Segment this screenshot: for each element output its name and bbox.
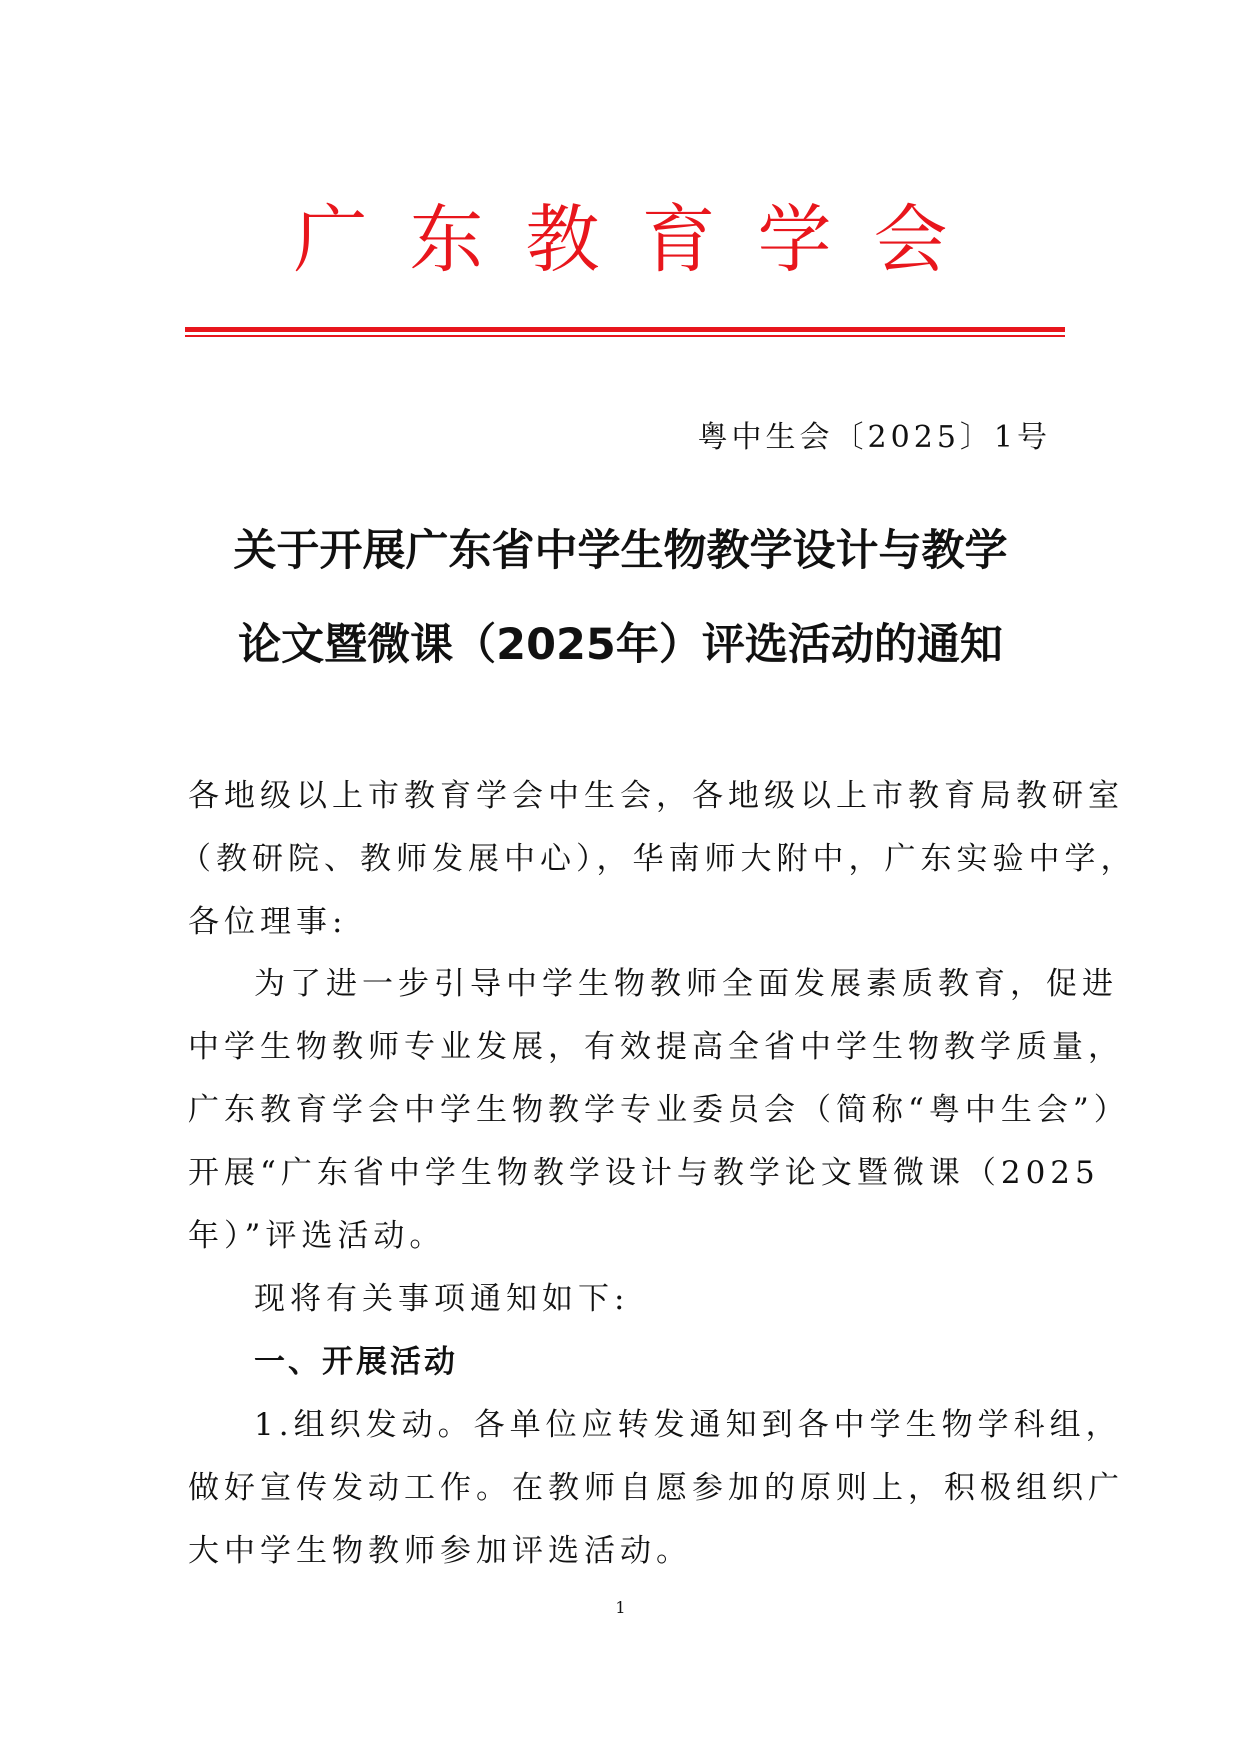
document-number: 粤中生会〔2025〕1号 [697,420,1051,455]
body-line-paragraph-4: 开展“广东省中学生物教学设计与教学论文暨微课（2025 [188,1155,1100,1191]
masthead-rule-thin [185,335,1065,337]
masthead-rule-thick [185,327,1065,332]
body-line-paragraph-2: 中学生物教师专业发展，有效提高全省中学生物教学质量， [188,1029,1124,1065]
body-line-addressees-2: （教研院、教师发展中心），华南师大附中，广东实验中学， [180,841,1137,877]
body-line-paragraph-5: 年）”评选活动。 [188,1218,446,1254]
body-line-paragraph-1: 为了进一步引导中学生物教师全面发展素质教育，促进 [254,966,1118,1002]
body-line-item-1-a: 1.组织发动。各单位应转发通知到各中学生物学科组， [254,1407,1122,1443]
section-heading-1: 一、开展活动 [254,1344,458,1380]
body-line-item-1-b: 做好宣传发动工作。在教师自愿参加的原则上，积极组织广 [188,1470,1124,1506]
masthead-org-name: 广东教育学会 [293,197,990,283]
body-line-addressees-1: 各地级以上市教育学会中生会，各地级以上市教育局教研室 [188,778,1124,814]
body-line-paragraph-3: 广东教育学会中学生物教学专业委员会（简称“粤中生会”） [188,1092,1130,1128]
body-line-item-1-c: 大中学生物教师参加评选活动。 [188,1533,692,1569]
title-line-1: 关于开展广东省中学生物教学设计与教学 [233,526,1008,576]
body-line-addressees-3: 各位理事: [188,904,348,940]
title-line-2: 论文暨微课（2025年）评选活动的通知 [238,620,1003,670]
body-line-notice-intro: 现将有关事项通知如下: [254,1281,630,1317]
page-number: 1 [615,1598,626,1617]
